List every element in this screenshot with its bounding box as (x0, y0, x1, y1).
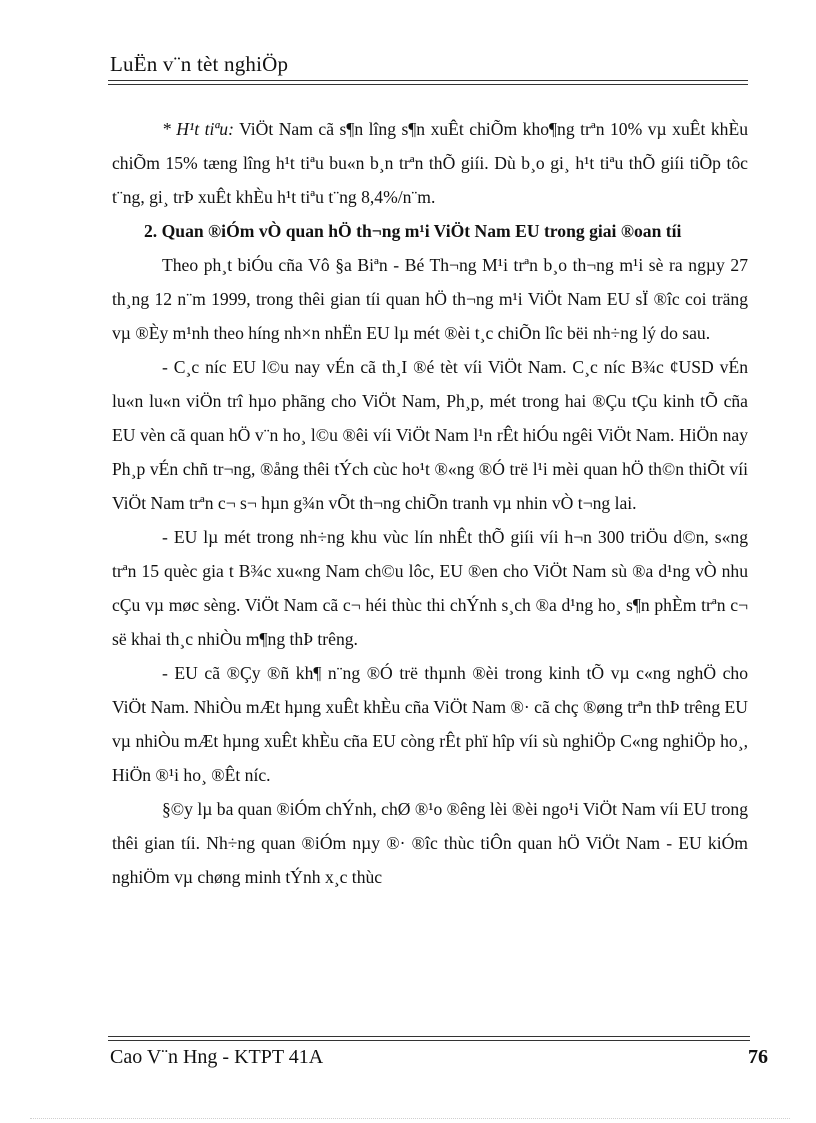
paragraph-conclusion: §©y lµ ba quan ®iÓm chÝnh, chØ ®¹o ®êng lèi ®èi ngo¹i ViÖt Nam víi EU trong thêi gian tíi. Nh÷ng quan ®iÓm nµy ®· ®îc thùc tiÔn quan hÖ ViÖt Nam - EU kiÓm nghiÖm vµ chøng minh tÝnh x¸c thùc (112, 799, 749, 887)
paragraph-point-2: - EU lµ mét trong nh÷ng khu vùc lín nhÊt thÕ giíi víi h¬n 300 triÖu d©n, s«ng trªn 15 quèc gia t B¾c xu«ng Nam ch©u lôc, EU ®en cho ViÖt Nam sù ®a d¹ng vÒ nhu cÇu vµ møc sèng. ViÖt Nam cã c¬ héi thùc thi chÝnh s¸ch ®a d¹ng ho¸ s¶n phÈm trªn c¬ së khai th¸c nhiÒu m¶ng thÞ trêng. (112, 527, 748, 649)
footer-author: Cao V¨n Hng - KTPT 41A (110, 1046, 324, 1068)
page-body (112, 112, 748, 894)
footer-rule-top (108, 1036, 750, 1037)
paragraph-label: * H¹t tiªu: (162, 119, 234, 139)
header-rule-bottom (108, 84, 748, 85)
footer-rule-bottom (108, 1040, 750, 1041)
paragraph-pepper (112, 112, 748, 214)
paragraph-text: ViÖt Nam cã s¶n lîng s¶n xuÊt chiÕm kho¶ng trªn 10% vµ xuÊt khÈu chiÕm 15% tæng lîng h¹t tiªu bu«n b¸n trªn thÕ giíi. Dù b¸o gi¸ h¹t tiªu thÕ giíi tiÕp tôc t¨ng, gi¸ trÞ xuÊt khÈu h¹t tiªu t¨ng 8,4%/n¨m. (112, 119, 749, 207)
paragraph-point-1: - C¸c níc EU l©u nay vÉn cã th¸I ®é tèt víi ViÖt Nam. C¸c níc B¾c ¢USD vÉn lu«n lu«n viÖn trî hµo phãng cho ViÖt Nam, Ph¸p, mét trong hai ®Çu tÇu kinh tÕ cña EU vèn cã quan hÖ v¨n ho¸ l©u ®êi víi ViÖt Nam l¹n rÊt hiÓu ngêi ViÖt Nam. HiÖn nay Ph¸p vÉn chñ tr¬ng, ®ång thêi tÝch cùc ho¹t ®«ng ®Ó trë l¹i mèi quan hÖ th©n thiÕt víi ViÖt Nam trªn c¬ s¬ hµn g¾n vÕt th¬ng chiÕn tranh vµ nhin vÒ t¬ng lai. (112, 357, 748, 513)
header-rule-top (108, 80, 748, 81)
paragraph-point-3: - EU cã ®Çy ®ñ kh¶ n¨ng ®Ó trë thµnh ®èi trong kinh tÕ vµ c«ng nghÖ cho ViÖt Nam. NhiÒu mÆt hµng xuÊt khÈu cña ViÖt Nam ®· cã chç ®øng trªn thÞ trêng EU vµ nhiÒu mÆt hµng xuÊt khÈu cña EU còng rÊt phï hîp víi sù nghiÖp C«ng nghiÖp ho¸, HiÖn ®¹i ho¸ ®Êt níc. (112, 663, 748, 785)
bottom-dotted-line (30, 1118, 790, 1119)
section-heading: 2. Quan ®iÓm vÒ quan hÖ th¬ng m¹i ViÖt Nam EU trong giai ®oan tíi (144, 221, 682, 241)
page-number: 76 (748, 1046, 768, 1068)
page-header-title: LuËn v¨n tèt nghiÖp (110, 52, 289, 76)
paragraph-intro: Theo ph¸t biÓu cña Vô §a Biªn - Bé Th¬ng M¹i trªn b¸o th¬ng m¹i sè ra ngµy 27 th¸ng 12 n¨m 1999, trong thêi gian tíi quan hÖ th¬ng m¹i ViÖt Nam EU sÏ ®îc coi träng vµ ®Èy m¹nh theo híng nh×n nhËn EU lµ mét ®èi t¸c chiÕn lîc bëi nh÷ng lý do sau. (112, 255, 748, 343)
